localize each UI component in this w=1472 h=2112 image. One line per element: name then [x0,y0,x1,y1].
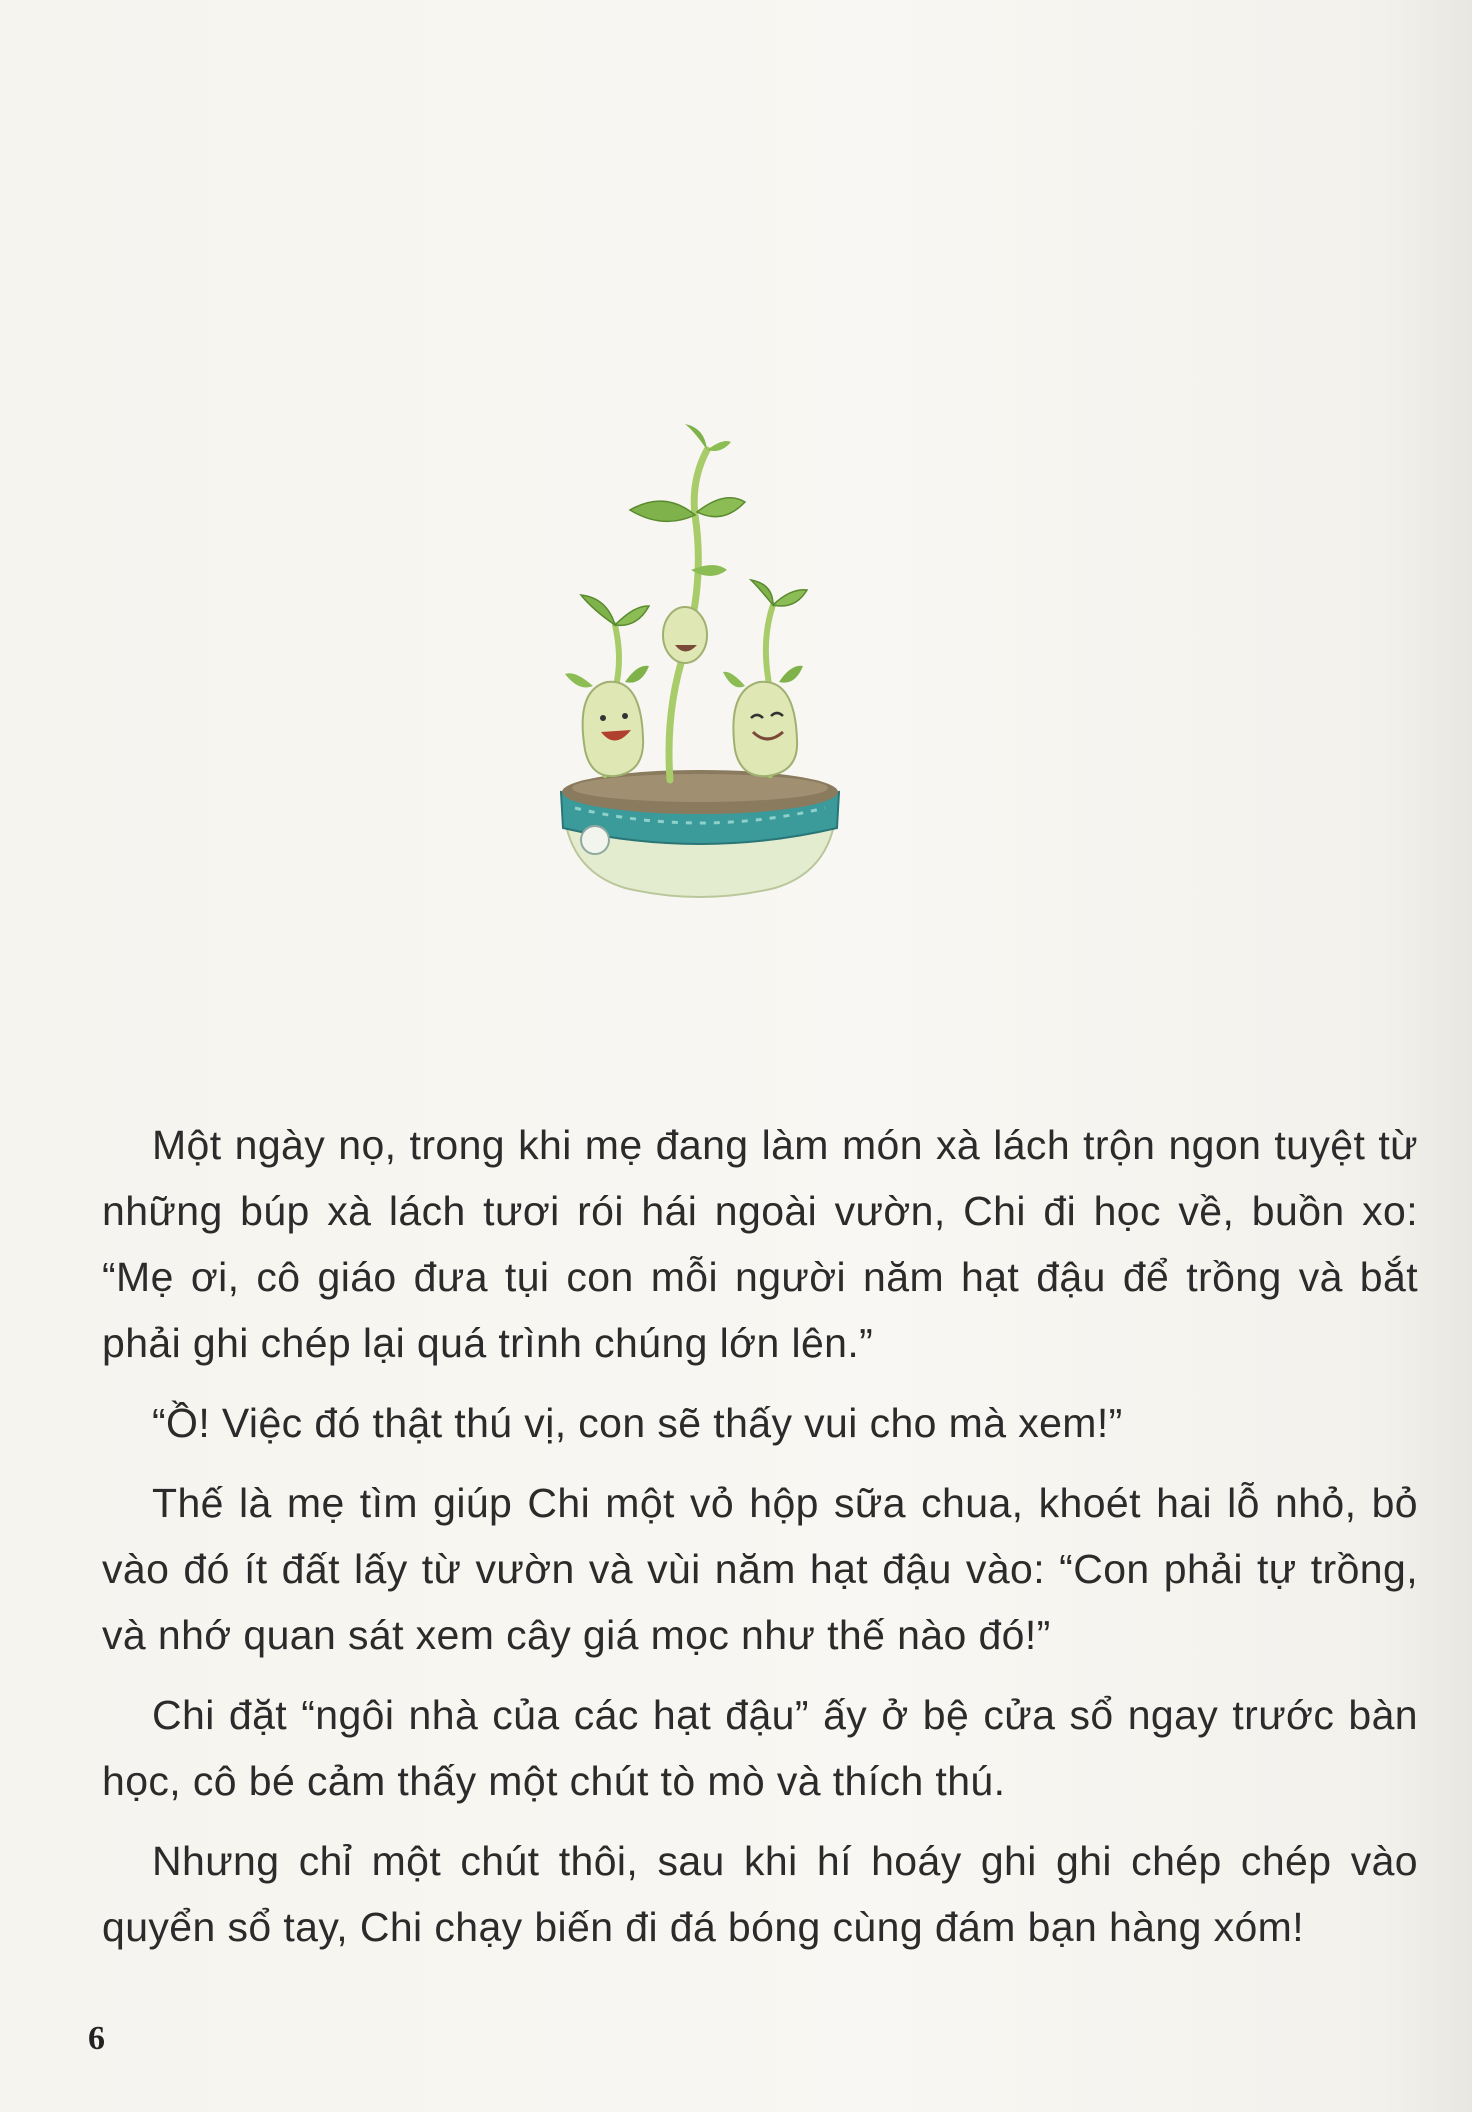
story-text [102,1112,1418,1974]
story-paragraph: Một ngày nọ, trong khi mẹ đang làm món xà lách trộn ngon tuyệt từ những búp xà lách tươi rói hái ngoài vườn, Chi đi học về, buồn xo: “Mẹ ơi, cô giáo đưa tụi con mỗi người năm hạt đậu để trồng và bắt phải ghi chép lại quá trình chúng lớn lên.” [102,1122,1418,1366]
story-paragraph: Chi đặt “ngôi nhà của các hạt đậu” ấy ở bệ cửa sổ ngay trước bàn học, cô bé cảm thấy một chút tò mò và thích thú. [102,1692,1418,1804]
story-paragraph: Thế là mẹ tìm giúp Chi một vỏ hộp sữa chua, khoét hai lỗ nhỏ, bỏ vào đó ít đất lấy từ vườn và vùi năm hạt đậu vào: “Con phải tự trồng, và nhớ quan sát xem cây giá mọc như thế nào đó!” [102,1480,1418,1658]
story-paragraph: Nhưng chỉ một chút thôi, sau khi hí hoáy ghi ghi chép chép vào quyển sổ tay, Chi chạy biến đi đá bóng cùng đám bạn hàng xóm! [102,1838,1418,1950]
page-number: 6 [88,2020,105,2057]
story-paragraph: “Ồ! Việc đó thật thú vị, con sẽ thấy vui cho mà xem!” [152,1400,1123,1446]
bean-sprouts-in-pot-icon [545,420,855,900]
